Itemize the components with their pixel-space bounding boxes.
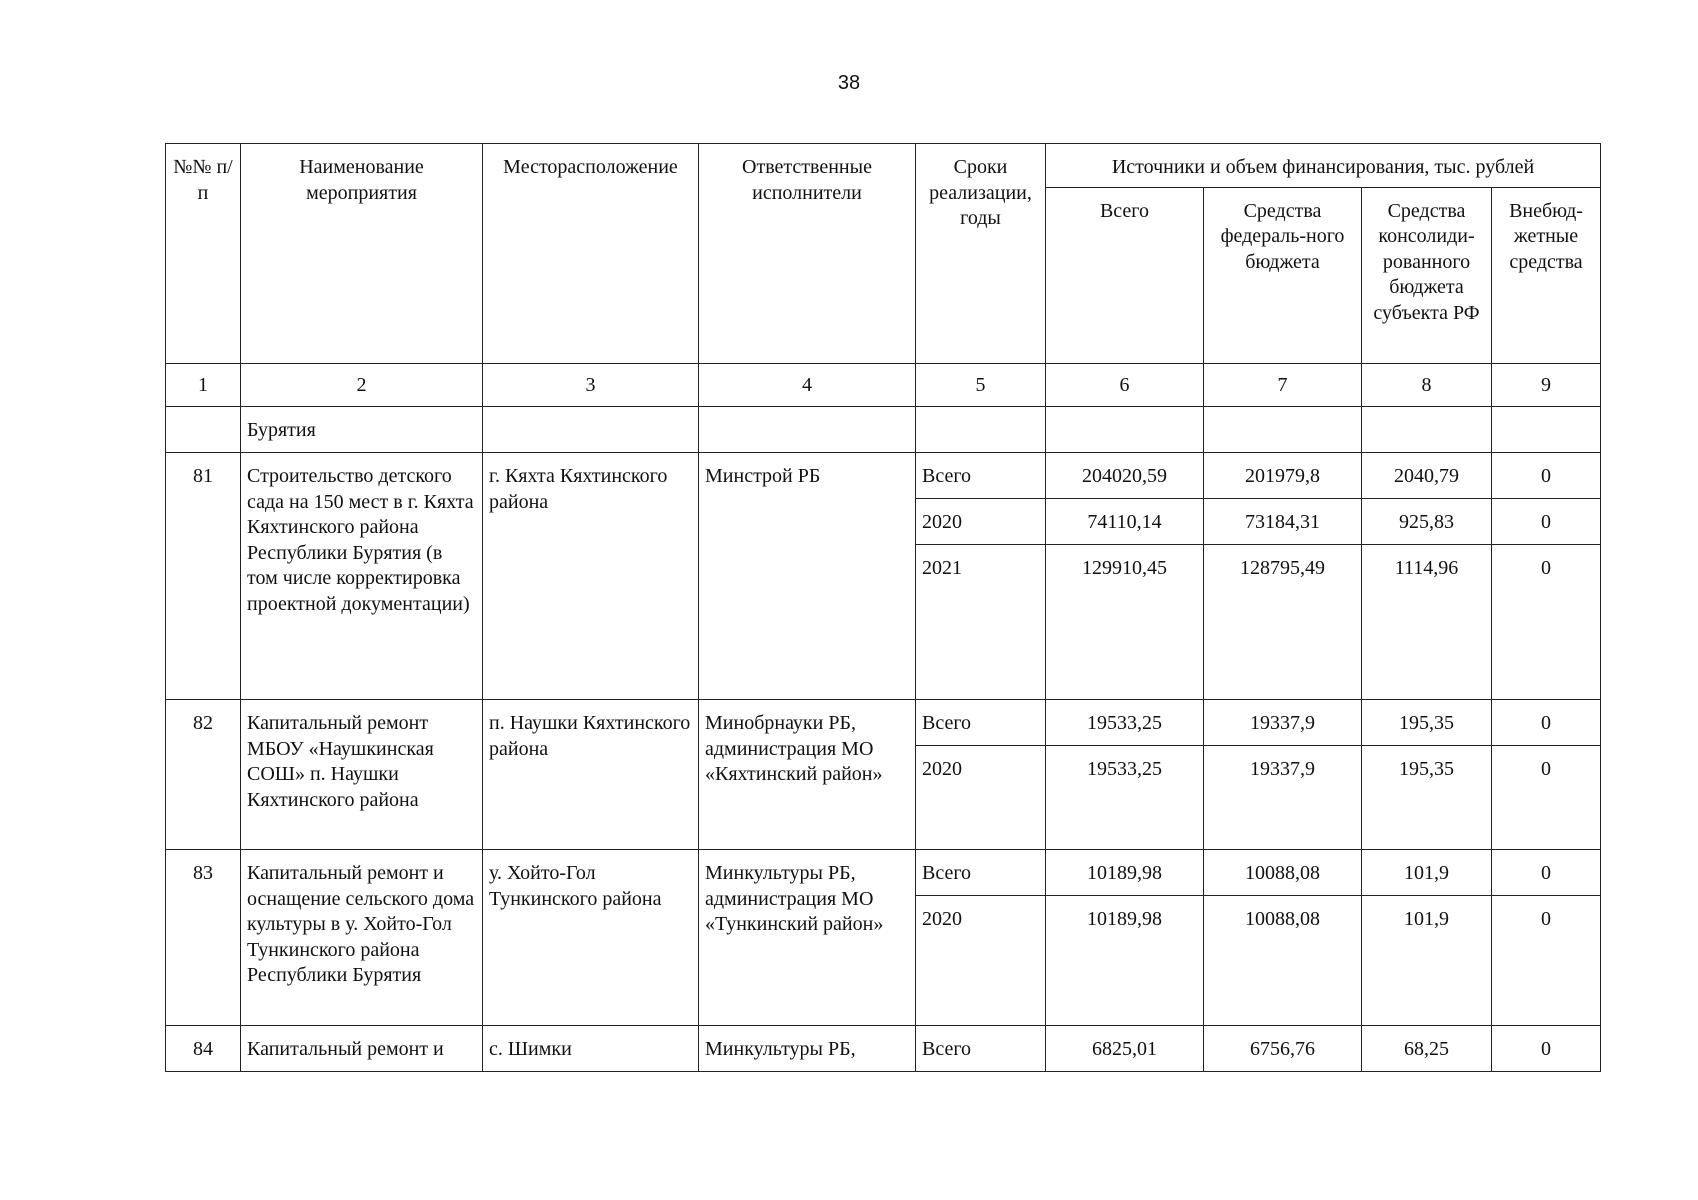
table-row — [166, 850, 1601, 896]
row-number: 81 — [166, 453, 241, 700]
row-term: Всего — [916, 850, 1046, 896]
row-total: 204020,59 — [1046, 453, 1204, 499]
section-empty-cell — [916, 407, 1046, 453]
section-title: Бурятия — [241, 407, 483, 453]
row-name: Капитальный ремонт и — [241, 1026, 483, 1072]
column-number: 2 — [241, 363, 483, 407]
row-federal: 10088,08 — [1204, 896, 1362, 1026]
header-federal: Средства федераль-ного бюджета — [1204, 187, 1362, 363]
row-location: с. Шимки — [483, 1026, 699, 1072]
header-row-1 — [166, 144, 1601, 188]
row-executors: Минкультуры РБ, администрация МО «Тункинский район» — [699, 850, 916, 1026]
column-number: 6 — [1046, 363, 1204, 407]
section-empty-cell — [1204, 407, 1362, 453]
column-number: 7 — [1204, 363, 1362, 407]
row-offbudget: 0 — [1492, 700, 1601, 746]
section-empty-cell — [699, 407, 916, 453]
header-location: Месторасположение — [483, 144, 699, 364]
row-name: Строительство детского сада на 150 мест в г. Кяхта Кяхтинского района Республики Бурятия (в том числе корректировка проектной документации) — [241, 453, 483, 700]
row-offbudget: 0 — [1492, 850, 1601, 896]
section-empty-cell — [1362, 407, 1492, 453]
header-offbudget: Внебюд-жетные средства — [1492, 187, 1601, 363]
page-number: 38 — [837, 72, 861, 94]
row-regional: 195,35 — [1362, 746, 1492, 850]
financing-table — [165, 143, 1601, 1072]
row-total: 10189,98 — [1046, 896, 1204, 1026]
row-total: 129910,45 — [1046, 545, 1204, 700]
row-location: у. Хойто-Гол Тункинского района — [483, 850, 699, 1026]
row-regional: 68,25 — [1362, 1026, 1492, 1072]
row-term: 2020 — [916, 746, 1046, 850]
row-offbudget: 0 — [1492, 1026, 1601, 1072]
header-total: Всего — [1046, 187, 1204, 363]
row-federal: 128795,49 — [1204, 545, 1362, 700]
section-empty-cell — [1046, 407, 1204, 453]
row-term: 2021 — [916, 545, 1046, 700]
header-name: Наименование мероприятия — [241, 144, 483, 364]
row-term: 2020 — [916, 499, 1046, 545]
row-federal: 19337,9 — [1204, 746, 1362, 850]
column-numbers-row — [166, 363, 1601, 407]
column-number: 8 — [1362, 363, 1492, 407]
row-number: 83 — [166, 850, 241, 1026]
section-empty-cell — [1492, 407, 1601, 453]
row-number: 84 — [166, 1026, 241, 1072]
section-row — [166, 407, 1601, 453]
row-total: 10189,98 — [1046, 850, 1204, 896]
row-location: п. Наушки Кяхтинского района — [483, 700, 699, 850]
section-empty-cell — [166, 407, 241, 453]
row-executors: Минобрнауки РБ, администрация МО «Кяхтинский район» — [699, 700, 916, 850]
column-number: 1 — [166, 363, 241, 407]
table-row — [166, 453, 1601, 499]
row-federal: 6756,76 — [1204, 1026, 1362, 1072]
table-row — [166, 700, 1601, 746]
row-offbudget: 0 — [1492, 453, 1601, 499]
row-regional: 1114,96 — [1362, 545, 1492, 700]
row-offbudget: 0 — [1492, 545, 1601, 700]
row-term: Всего — [916, 1026, 1046, 1072]
row-federal: 19337,9 — [1204, 700, 1362, 746]
header-terms: Сроки реализации, годы — [916, 144, 1046, 364]
row-total: 74110,14 — [1046, 499, 1204, 545]
row-regional: 2040,79 — [1362, 453, 1492, 499]
row-federal: 10088,08 — [1204, 850, 1362, 896]
row-offbudget: 0 — [1492, 896, 1601, 1026]
row-federal: 73184,31 — [1204, 499, 1362, 545]
section-empty-cell — [483, 407, 699, 453]
column-number: 4 — [699, 363, 916, 407]
column-number: 3 — [483, 363, 699, 407]
row-term: Всего — [916, 700, 1046, 746]
header-num: №№ п/п — [166, 144, 241, 364]
row-name: Капитальный ремонт и оснащение сельского дома культуры в у. Хойто-Гол Тункинского района Республики Бурятия — [241, 850, 483, 1026]
row-number: 82 — [166, 700, 241, 850]
row-total: 19533,25 — [1046, 700, 1204, 746]
row-location: г. Кяхта Кяхтинского района — [483, 453, 699, 700]
row-federal: 201979,8 — [1204, 453, 1362, 499]
row-regional: 195,35 — [1362, 700, 1492, 746]
row-regional: 925,83 — [1362, 499, 1492, 545]
row-offbudget: 0 — [1492, 746, 1601, 850]
column-number: 9 — [1492, 363, 1601, 407]
header-regional: Средства консолиди-рованного бюджета субъекта РФ — [1362, 187, 1492, 363]
table-row — [166, 1026, 1601, 1072]
row-regional: 101,9 — [1362, 850, 1492, 896]
row-executors: Минкультуры РБ, — [699, 1026, 916, 1072]
row-term: 2020 — [916, 896, 1046, 1026]
row-term: Всего — [916, 453, 1046, 499]
header-sources: Источники и объем финансирования, тыс. рублей — [1046, 144, 1601, 188]
row-name: Капитальный ремонт МБОУ «Наушкинская СОШ» п. Наушки Кяхтинского района — [241, 700, 483, 850]
row-offbudget: 0 — [1492, 499, 1601, 545]
header-executors: Ответственные исполнители — [699, 144, 916, 364]
row-total: 19533,25 — [1046, 746, 1204, 850]
row-total: 6825,01 — [1046, 1026, 1204, 1072]
row-executors: Минстрой РБ — [699, 453, 916, 700]
column-number: 5 — [916, 363, 1046, 407]
row-regional: 101,9 — [1362, 896, 1492, 1026]
